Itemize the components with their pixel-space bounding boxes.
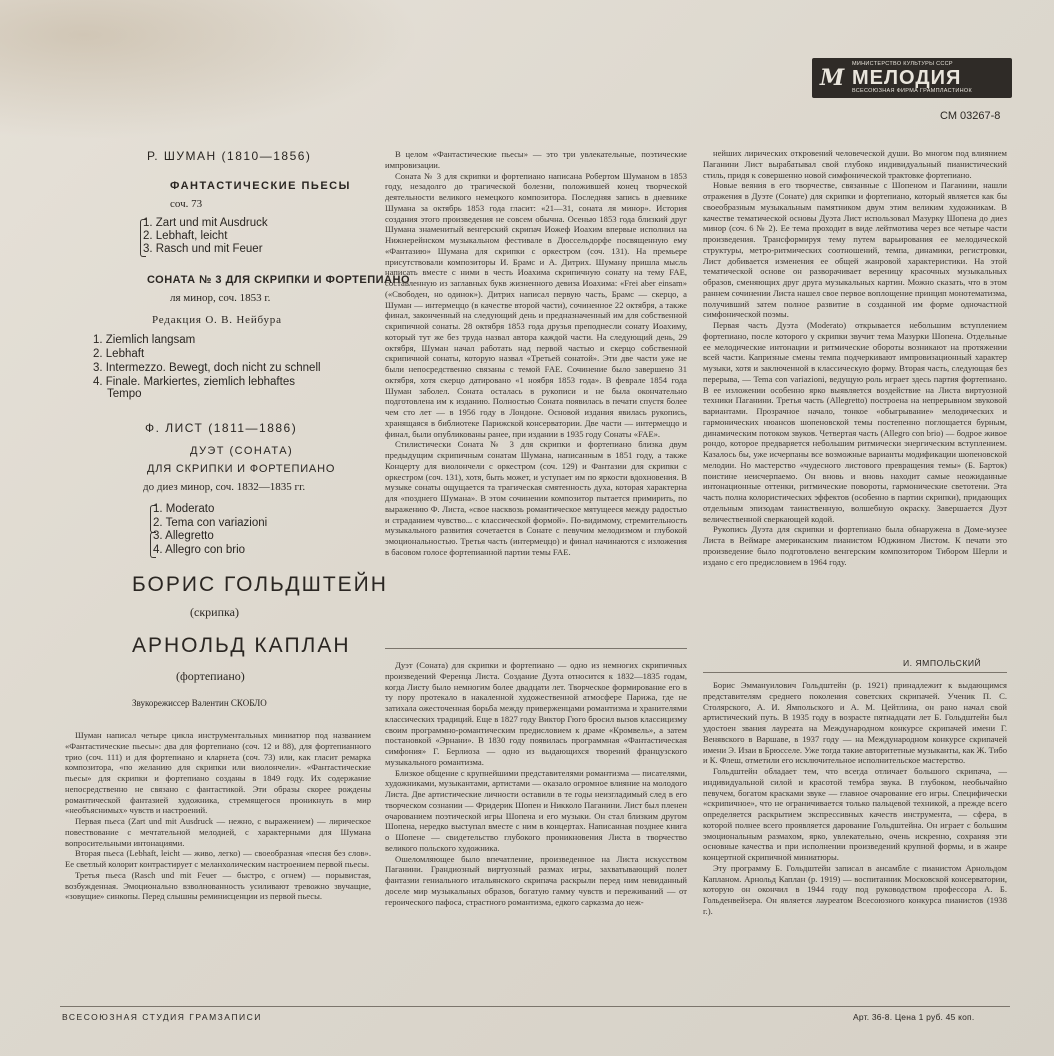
paragraph: Гольдштейн обладает тем, что всегда отличает большого скрипача, — индивидуальной силой и красотой тембра звука. В глубоком, необычайно певучем, богатом красками звуке — главное очарование его игры. Специфически «скрипичное», что не ограничивается только пальцевой техникой, а прежде всего определяется раскрытием экспрессивных качеств инструмента, — сфера, в которой полнее всего проявляется дарование Гольдштейна. Он играет с большим эмоциональным размахом, ярко, увлекательно, очень искренно, сохраняя эти основные качества и при исполнении произведений крупной формы, и в жанре концертной скрипичной миниатюры. bbox=[703, 766, 1007, 862]
work-fantasiestucke-title: ФАНТАСТИЧЕСКИЕ ПЬЕСЫ bbox=[170, 180, 351, 192]
paragraph: В целом «Фантастические пьесы» — это три увлекательные, поэтические импровизации. bbox=[385, 149, 687, 170]
sound-engineer: Звукорежиссер Валентин СКОБЛО bbox=[132, 698, 267, 708]
logo-top-line: МИНИСТЕРСТВО КУЛЬТУРЫ СССР bbox=[852, 60, 953, 67]
notes-middle-top bbox=[385, 149, 687, 558]
notes-right-bottom bbox=[703, 680, 1007, 917]
paragraph: Соната № 3 для скрипки и фортепиано написана Робертом Шуманом в 1853 году, незадолго до трагической болезни, положившей конец творческой деятельности великого немецкого композитора. Последняя запись в дневнике Шумана за октябрь 1853 года гласит: «21—31, соната ля минор». История создания этого произведения не совсем обычна. Осенью 1853 года близкий друг Шумана знаменитый венгерский скрипач Иожеф Иоахим впервые исполнил на Нижнерейнском музыкальном фестивале в Дюссельдорфе посвященную ему «Фантазию» Шумана для скрипки с оркестром (соч. 131). На премьере присутствовали композиторы И. Брамс и А. Дитрих. Шуману пришла мысль написать вместе с ними в честь Иоахима скрипичную сонату на тему FAE, составленную из заглавных букв жизненного девиза Иоахима: «Frei aber einsam» («Свободен, но одинок»). Дитрих написал первую часть, Брамс — скерцо, а Шуман — интермеццо (в качестве второй части), сочиненное 22 октября, а также финал, законченный на следующий день и предназначенный им для собственной скрипичной сонаты. 28 октября 1853 года друзья преподнесли сонату Иоахиму, который тут же без труда назвал автора каждой части. На следующий день, 29 октября, Шуман начал работать над первой частью и скерцо собственной скрипичной сонаты, которую назвал «Третьей сонатой». Эти две части уже не были непосредственно связаны с темой FAE. Сочинение было завершено 31 октября, хотя скерцо датировано «1 ноября 1853 года». В феврале 1854 года Шуман заболел. Соната осталась в рукописи и не была окончательно подготовлена им к изданию. Полностью Соната появилась в печати спустя более чем сто лет — в 1956 году в Лондоне. Основой издания явилась рукопись, хранящаяся в библиотеке Парижской консерватории. Две части — интермеццо и финал, были опубликованы ранее, при издании в 1935 году Сонаты «FAE». bbox=[385, 170, 687, 439]
footer-price: Арт. 36-8. Цена 1 руб. 45 коп. bbox=[853, 1012, 975, 1022]
paragraph: Рукопись Дуэта для скрипки и фортепиано была обнаружена в Доме-музее Листа в Веймаре американским пианистом Юджином Листом. К печати это произведение было подготовлено венгерским композитором Тибором Шерли и издано с его предисловием в 1964 году. bbox=[703, 524, 1007, 567]
paragraph: Борис Эммануилович Гольдштейн (р. 1921) принадлежит к выдающимся представителям среднего поколения советских скрипачей. Ученик П. С. Столярского, А. И. Ямпольского и А. М. Цейтлина, он рано начал свой артистический путь. В 1935 году в возрасте пятнадцати лет Б. Гольдштейн был удостоен звания лауреата на Международном конкурсе скрипачей имени Г. Венявского в Варшаве, в 1937 году — на Международном конкурсе скрипачей имени Э. Изаи в Брюсселе. Уже тогда такие авторитетные музыканты, как Ж. Тибо и К. Флеш, отметили его исключительное исполнительское мастерство. bbox=[703, 680, 1007, 766]
notes-right-top bbox=[703, 148, 1007, 567]
melodiya-logo bbox=[812, 58, 1012, 98]
work-sonata3-key: ля минор, соч. 1853 г. bbox=[170, 292, 271, 304]
paragraph: Шуман написал четыре цикла инструментальных миниатюр под названием «Фантастические пьесы»: два для фортепиано (соч. 12 и 88), для фортепианного трио (соч. 111) и для фортепиано и кларнета (соч. 73) или, как гласит ремарка композитора, «по желанию для скрипки или виолончели». «Фантастические пьесы» для скрипки и фортепиано созданы в 1849 году. Их содержание непосредственно не связано с фантастикой. Эти образы скорее рождены романтической фантазией художника, стремящегося проникнуть в мир «необъяснимых» чувств и настроений. bbox=[65, 730, 371, 816]
divider bbox=[385, 648, 687, 649]
catalog-number: СМ 03267-8 bbox=[940, 110, 1001, 122]
paragraph: Стилистически Соната № 3 для скрипки и фортепиано близка двум предыдущим скрипичным сонатам Шумана, написанным в 1851 году, а также Концерту для виолончели с оркестром (соч. 129) и Фантазии для скрипки с оркестром (соч. 131), хотя, быть может, и уступает им по яркости вдохновения. В музыке сонаты ощущается та трагическая смятенность духа, которая характерна для «позднего Шумана». В этом сочинении композитор пытается примирить, по выражению Ф. Листа, «свое насквозь романтическое мятущееся между радостью и страданием чувство... с классической формой». По-видимому, стремительность музыкального развития сочетается в Сонате с певучим мелодизмом и глубокой эмоциональностью. Третья часть (интермеццо) и финал начинаются с изложения в басовом голосе фортепианной партии темы FAE. bbox=[385, 439, 687, 557]
paragraph: Ошеломляющее было впечатление, произведенное на Листа искусством Паганини. Грандиозный виртуозный размах игры, захватывающий полет фантазии гениального итальянского скрипача раскрыли перед ним невиданный доселе мир музыкальных образов, богатую гамму чувств и переживаний — от героического пафоса, страстного романтизма, едкого сарказма до неж- bbox=[385, 853, 687, 907]
performer-violinist-role: (скрипка) bbox=[190, 605, 239, 619]
work-fantasiestucke-opus: соч. 73 bbox=[170, 198, 203, 210]
work-sonata3-editor: Редакция О. В. Нейбура bbox=[152, 314, 282, 326]
track: 3. Rasch und mit Feuer bbox=[143, 243, 263, 255]
track: 3. Intermezzo. Bewegt, doch nicht zu schnell bbox=[93, 362, 321, 374]
paragraph: Первая пьеса (Zart und mit Ausdruck — нежно, с выражением) — лирическое повествование с мечтательной мелодией, с характерными для Шумана вопросительными интонациями. bbox=[65, 816, 371, 848]
divider bbox=[703, 672, 1007, 673]
footer-studio: ВСЕСОЮЗНАЯ СТУДИЯ ГРАМЗАПИСИ bbox=[62, 1012, 262, 1022]
logo-bottom-line: ВСЕСОЮЗНАЯ ФИРМА ГРАМПЛАСТИНОК bbox=[852, 88, 972, 94]
performer-pianist: АРНОЛЬД КАПЛАН bbox=[132, 634, 351, 657]
track: 4. Allegro con brio bbox=[153, 544, 246, 556]
track: 2. Tema con variazioni bbox=[153, 517, 268, 529]
notes-middle-bottom bbox=[385, 660, 687, 907]
track: 2. Lebhaft bbox=[93, 348, 145, 360]
paragraph: Вторая пьеса (Lebhaft, leicht — живо, легко) — своеобразная «песня без слов». Ее светлый колорит контрастирует с меланхолическим настроением первой пьесы. bbox=[65, 848, 371, 869]
notes-left-column bbox=[65, 730, 371, 902]
logo-name: МЕЛОДИЯ bbox=[852, 67, 962, 89]
track: 4. Finale. Markiertes, ziemlich lebhaftes bbox=[93, 376, 295, 388]
paragraph: нейших лирических откровений человеческой души. Во многом под влиянием Паганини Лист вырабатывал свой глубоко индивидуальный пианистический стиль, придя к совершенно новой симфонической трактовке фортепиано. bbox=[703, 148, 1007, 180]
track: Tempo bbox=[107, 388, 142, 400]
melodiya-mark-icon: М bbox=[819, 65, 845, 91]
performer-violinist: БОРИС ГОЛЬДШТЕЙН bbox=[132, 573, 388, 596]
water-stain bbox=[0, 0, 420, 140]
paragraph: Эту программу Б. Гольдштейн записал в ансамбле с пианистом Арнольдом Капланом. Арнольд Каплан (р. 1919) — воспитанник Московской консерватории, которую он окончил в 1944 году под руководством профессора А. Б. Гольденвейзера. Он является лауреатом Всесоюзного конкурса пианистов (1938 г.). bbox=[703, 862, 1007, 916]
work-sonata3-title: СОНАТА № 3 ДЛЯ СКРИПКИ И ФОРТЕПИАНО bbox=[147, 274, 410, 286]
paragraph: Первая часть Дуэта (Moderato) открывается небольшим вступлением фортепиано, после которого у скрипки звучит тема Мазурки Шопена. Отдельные ее мелодические интонации и ритмические обороты возникают на протяжении всей части. Капризные смены темпа подчеркивают импровизационный характер музыки, хотя и заключенной в классическую форму. Вторая часть, следующая без перерыва, — Tema con variazioni, ведущую роль играет здесь партия фортепиано. В ее изложении особенно ярко выявляется воздействие на Листа виртуозной техники Паганини. Третья часть (Allegretto) построена на непрерывном звуковой вариантами. Прозрачное начало, тонкое «обыгрывание» мелодических и гармонических нюансов шопеновской темы постепенно поглощается бурным, динамическим потоком звуков. Четвертая часть (Allegro con brio) — бодрое живое рондо, которое предваряется небольшим ритмически энергическим вступлением. Казалось бы, уже исчерпаны все возможные варианты модификации шопеновской мелодии. Но мастерство «чудесного листового превращения темы» (Б. Барток) поистине неисчерпаемо. Он вновь и вновь находит самые неожиданные интонационные оттенки, ритмические повороты, гармонические светотени. Эта часть полна колористических эффектов (особенно в партии скрипки), придающих отдельным эпизодам таинственную, волшебную окраску. Завершается Дуэт величественной сверкающей кодой. bbox=[703, 320, 1007, 524]
paragraph: Третья пьеса (Rasch und mit Feuer — быстро, с огнем) — порывистая, возбужденная. Эмоционально взволнованность усиливают тревожно звучащие, «зовущие» синкопы. Перед слышны реминисценции из первой пьесы. bbox=[65, 869, 371, 902]
track: 1. Ziemlich langsam bbox=[93, 334, 196, 346]
paragraph: Дуэт (Соната) для скрипки и фортепиано — одно из немногих скрипичных произведений Ференца Листа. Создание Дуэта относится к 1832—1835 годам, когда Листу было немногим более двадцати лет. Творческое формирование его в ту пору протекало в накаленной художественной атмосфере Парижа, где не затихала ожесточенная борьба между приверженцами романтизма и хранителями классических традиций. Еще в 1827 году Виктор Гюго бросил вызов классицизму своим программно-романтическим предисловием к драме «Кромвель», а затем постановкой «Эрнани». В 1830 году появилась программная «Фантастическая симфония» Г. Берлиоза — одно из выдающихся творений французского музыкального романтизма. bbox=[385, 660, 687, 767]
track: 2. Lebhaft, leicht bbox=[143, 230, 228, 242]
paragraph: Новые веяния в его творчестве, связанные с Шопеном и Паганини, нашли отражения в Дуэте (Сонате) для скрипки и фортепиано, который является как бы своеобразным музыкальным памятником двум этим великим художникам. В качестве тематической основы Дуэта Лист использовал Мазурку Шопена до диез минор (соч. 6 № 2). Ее тема проходит в виде лейтмотива через все четыре части произведения. Трансформируя тему путем варьирования ее мелодической структуры, метро-ритмических соотношений, темпа, динамики, регистровки, Лист добивается изменения ее общей жанровой характеристики. На этой тематической основе он разворачивает вереницу красочных музыкальных образов, сменяющих друг друга музыкальных картин. Можно сказать, что в этом раннем сочинении Листа нашел свое первое воплощение принцип монотематизма, получивший затем полное развитие в созданной им форме одночастной симфонической поэмы. bbox=[703, 180, 1007, 320]
author-signature: И. ЯМПОЛЬСКИЙ bbox=[903, 658, 982, 668]
footer-divider bbox=[60, 1006, 1010, 1007]
performer-pianist-role: (фортепиано) bbox=[176, 669, 245, 683]
track: 1. Zart und mit Ausdruck bbox=[143, 217, 268, 229]
track: 3. Allegretto bbox=[153, 530, 214, 542]
track: 1. Moderato bbox=[153, 503, 215, 515]
paragraph: Близкое общение с крупнейшими представителями романтизма — писателями, художниками, музыкантами, артистами — оказало огромное влияние на молодого Листа. Две артистические личности оставили в те годы неизгладимый след в его творческом сознании — Фридерик Шопен и Никколо Паганини. Лист был пленен очарованием поэтической игры Шопена и его музыки. Он стал близким другом Шопена, нередко выступал вместе с ним в концертах. Написанная позднее книга о Шопене — свидетельство глубокого проникновения Листа в творчество великого польского художника. bbox=[385, 767, 687, 853]
work-duo-key: до диез минор, соч. 1832—1835 гг. bbox=[143, 481, 306, 493]
composer-liszt: Ф. ЛИСТ (1811—1886) bbox=[145, 421, 298, 435]
work-duo-subtitle: ДЛЯ СКРИПКИ И ФОРТЕПИАНО bbox=[147, 463, 336, 475]
composer-schumann: Р. ШУМАН (1810—1856) bbox=[147, 149, 312, 163]
work-duo-title: ДУЭТ (СОНАТА) bbox=[190, 445, 294, 457]
